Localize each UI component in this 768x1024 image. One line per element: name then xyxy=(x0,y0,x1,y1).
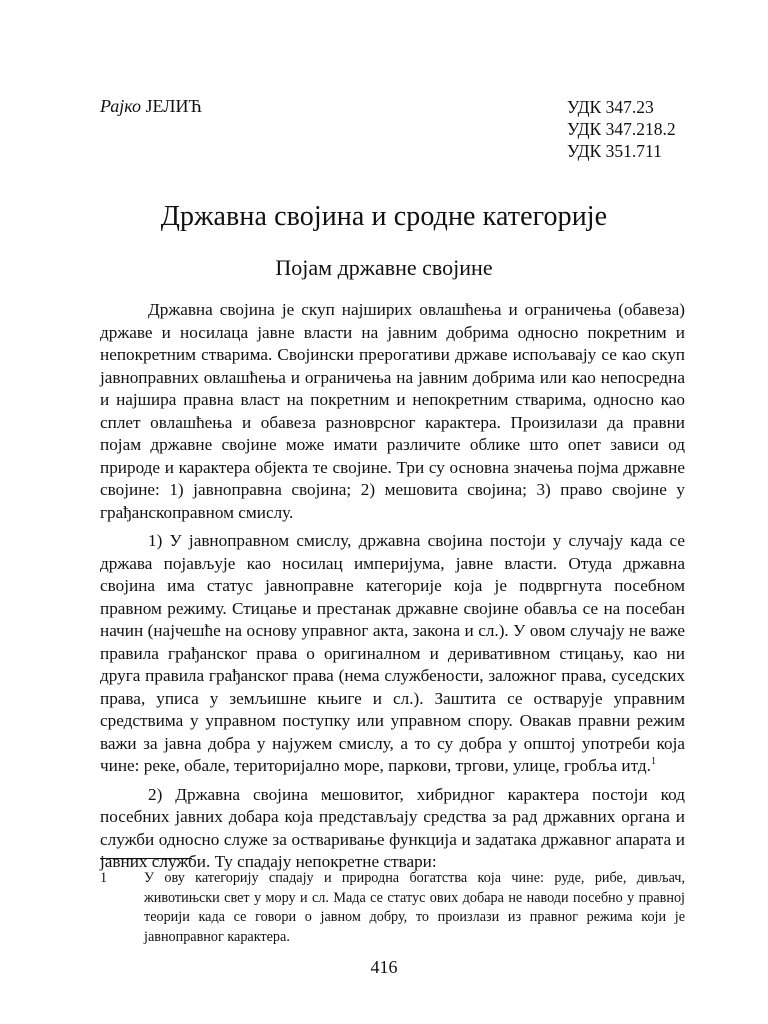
paragraph-text: 1) У јавноправном смислу, државна својина постоји у случају када се држава појављује као носилац империјума, јавне власти. Отуда државна својина има статус јавноправне категорије која је подвргнута посебном правном режиму. Стицање и престанак државне својине обавља се на посебан начин (најчешће на основу управног акта, закона и сл.). У овом случају не важе правила грађанског права о оригиналном и деривативном стицању, као ни друга правила грађанског права (нема службености, заложног права, суседских права, уписа у земљишне књиге и сл.). Заштита се остварује управним средствима у управном поступку или управном спору. Овакав правни режим важи за јавна добра у најужем смислу, а то су добра у општој употреби која чине: реке, обале, територијално море, паркови, тргови, улице, гробља итд. xyxy=(100,531,685,775)
footnote-number: 1 xyxy=(100,870,108,886)
article-title: Државна својина и сродне категорије xyxy=(160,201,608,232)
udk-code: УДК 347.218.2 xyxy=(567,119,676,139)
footnote-text: У ову категорију спадају и природна богатства која чине: руде, рибе, дивљач, животињски свет у мору и сл. Мада се статус ових добара не наводи посебно у правној теорији када се говори о јавном добру, то произлази из правног режима који је јавноправног карактера. xyxy=(144,870,685,945)
article-header xyxy=(100,96,685,162)
author-first-name: Рајко xyxy=(100,96,142,116)
footnote-divider xyxy=(100,858,192,859)
author-name xyxy=(100,96,202,117)
body-paragraph: Државна својина је скуп најширих овлашћења и ограничења (обавеза) државе и носилаца јавне власти на јавним добрима односно покретним и непокретним стварима. Својински прерогативи државе испољавају се као скуп јавноправних овлашћења и ограничења на јавним добрима или као непосредна и најшира правна власт на покретним и непокретним стварима, односно као сплет овлашћења и обавеза разноврсног карактера. Произилази да правни појам државне својине може имати различите облике што опет зависи од природе и карактера објекта те својине. Три су основна значења појма државне својине: 1) јавноправна својина; 2) мешовита својина; 3) право својине у грађанскоправном смислу. xyxy=(100,300,685,522)
page-number: 416 xyxy=(370,957,398,977)
footnote xyxy=(100,869,685,947)
body-paragraph xyxy=(100,530,685,778)
udk-codes xyxy=(567,96,676,162)
author-last-name: ЈЕЛИЋ xyxy=(145,96,202,116)
udk-code: УДК 351.711 xyxy=(567,141,662,161)
article-body xyxy=(100,299,685,880)
section-heading: Појам државне својине xyxy=(275,255,493,280)
footnote-reference[interactable]: 1 xyxy=(650,756,656,767)
udk-code: УДК 347.23 xyxy=(567,97,654,117)
body-paragraph: 2) Државна својина мешовитог, хибридног карактера постоји код посебних јавних добара која представљају средства за рад државних органа и служби односно служе за остваривање функција и задатака државног апарата и јавних служби. Ту спадају непокретне ствари: xyxy=(100,784,685,871)
